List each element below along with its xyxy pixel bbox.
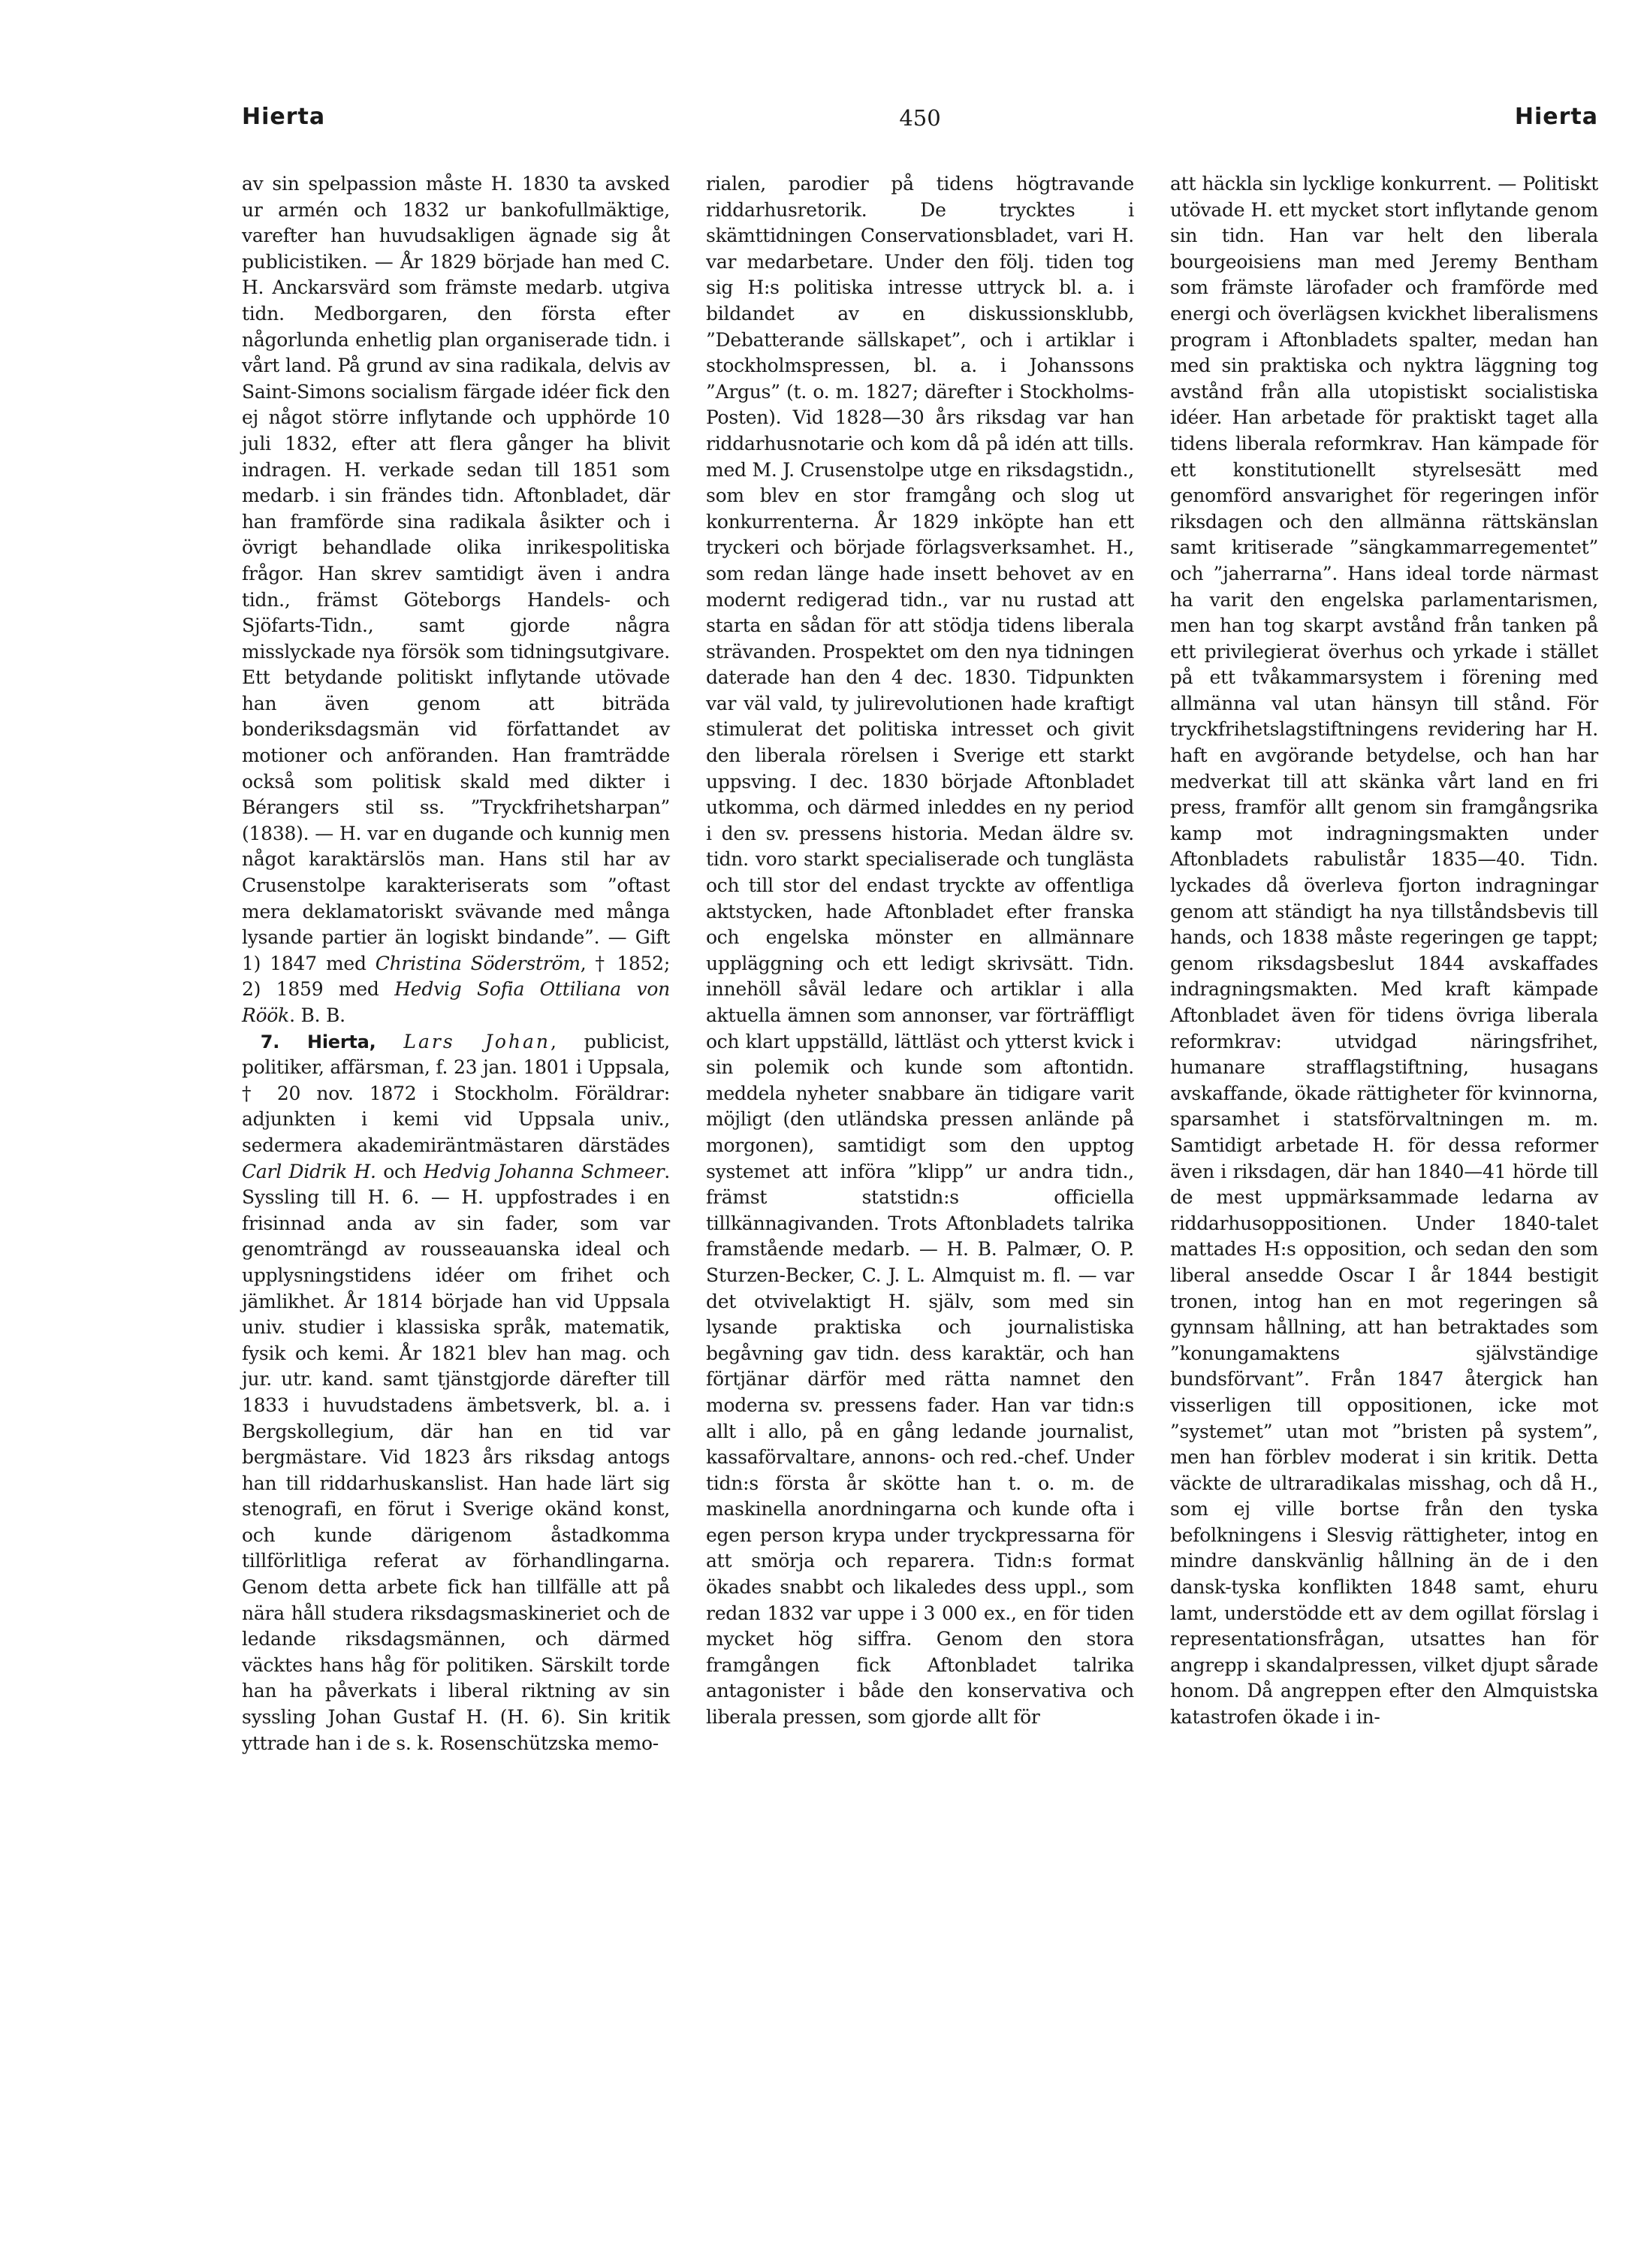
column-3 [1170, 171, 1598, 1731]
header-left-word: Hierta [242, 104, 326, 130]
paragraph-body: att häckla sin lycklige konkurrent. — Politiskt utövade H. ett mycket stort inflytande genom sin tidn. Han var helt den liberala bourgeoisiens man med Jeremy Bentham som främste lärofader och framförde med energi och överlägsen kvickhet liberalismens program i Aftonbladets spalter, medan han med sin praktiska och nyktra läggning tog avstånd från alla utopistiskt socialistiska idéer. Han arbetade för praktiskt taget alla tidens liberala reformkrav. Han kämpade för ett konstitutionellt styrelsesätt med genomförd ansvarighet för regeringen inför riksdagen och den allmänna rättskänslan samt kritiserade ”sängkammarregementet” och ”jaherrarna”. Hans ideal torde närmast ha varit den engelska parlamentarismen, men han tog skarpt avstånd från tanken på ett privilegierat överhus och yrkade i stället på ett tvåkammarsystem i förening med allmänna val utan hänsyn till stånd. För tryckfrihetslagstiftningens revidering har H. haft en avgörande betydelse, och han har medverkat till att skänka vårt land en fri press, framför allt genom sin framgångsrika kamp mot indragningsmakten under Aftonbladets rabulistår 1835—40. Tidn. lyckades då överleva fjorton indragningar genom att ständigt ha nya tillståndsbevis till hands, och 1838 måste regeringen ge tappt; genom riksdagsbeslut 1844 avskaffades indragningsmakten. Med kraft kämpade Aftonbladet även för tidens övriga liberala reformkrav: utvidgad näringsfrihet, humanare strafflagstiftning, husagans avskaffande, ökade rättigheter för kvinnorna, sparsamhet i statsförvaltningen m. m. Samtidigt arbetade H. för dessa reformer även i riksdagen, där han 1840—41 hörde till de mest uppmärksammade ledarna av riddarhusoppositionen. Under 1840-talet mattades H:s opposition, och sedan den som liberal ansedde Oscar I år 1844 bestigit tronen, intog han en mot regeringen så gynnsam hållning, att han betraktades som ”konungamaktens självständige bundsförvant”. Från 1847 återgick han visserligen till oppositionen, icke mot ”systemet” utan mot ”bristen på system”, men han förblev moderat i sin kritik. Detta väckte de ultraradikalas misshag, och då H., som ej ville bortse från den tyska befolkningens i Slesvig rättigheter, intog en mindre danskvänlig hållning än de i den dansk-tyska konflikten 1848 samt, ehuru lamt, understödde ett av dem ogillat förslag i representationsfrågan, utsattes han för angrepp i skandalpressen, vilket djupt sårade honom. Då angreppen efter den Almquistska katastrofen ökade i in- [1170, 173, 1598, 1729]
entry-number: 7. [260, 1031, 280, 1052]
entry-given-name: Lars Johan [403, 1030, 551, 1052]
header-right-word: Hierta [1514, 104, 1598, 130]
text-run: av sin spelpassion måste H. 1830 ta avsked ur armén och 1832 ur bankofullmäktige, varefter han huvudsakligen ägnade sig åt publicistiken. — År 1829 började han med C. H. Anckarsvärd som främste medarb. utgiva tidn. Medborgaren, den första efter någorlunda enhetlig plan organiserade tidn. i vårt land. På grund av sina radikala, delvis av Saint-Simons socialism färgade idéer fick den ej något större inflytande och upphörde 10 juli 1832, efter att flera gånger ha blivit indragen. H. verkade sedan till 1851 som medarb. i sin frändes tidn. Aftonbladet, där han framförde sina radikala åsikter och i övrigt behandlade olika inrikespolitiska frågor. Han skrev samtidigt även i andra tidn., främst Göteborgs Handels- och Sjöfarts-Tidn., samt gjorde några misslyckade nya försök som tidningsutgivare. Ett betydande politiskt inflytande utövade han även genom att biträda bonderiksdagsmän vid författandet av motioner och anföranden. Han framträdde också som politisk skald med dikter i Bérangers stil ss. ”Tryckfrihetsharpan” (1838). — H. var en dugande och kunnig men något karaktärslös man. Hans stil har av Crusenstolpe karakteriserats som ”oftast mera deklamatoriskt svävande med många lysande partier än logiskt bindande”. — Gift 1) 1847 med [242, 173, 670, 974]
running-header [242, 104, 1598, 141]
entry-surname: Hierta, [306, 1031, 376, 1052]
text-columns [242, 171, 1598, 2200]
text-run: , publicist, politiker, affärsman, f. 23 jan. 1801 i Uppsala, † 20 nov. 1872 i Stockholm. Föräldrar: adjunkten i kemi vid Uppsala univ., sedermera akademiräntmästaren därstädes [242, 1030, 670, 1156]
column-2 [706, 171, 1134, 1731]
column-1 [242, 171, 670, 1756]
page-number: 450 [899, 105, 941, 131]
spouse-name: Christina Söderström [375, 952, 581, 974]
parent-name: Hedvig Johanna Schmeer [424, 1160, 665, 1182]
text-run: . B. B. [289, 1004, 345, 1026]
text-run: . Syssling till H. 6. — H. uppfostrades i en frisinnad anda av sin fader, som var genomträngd av rousseauanska ideal och upplysningstidens idéer om frihet och jämlikhet. År 1814 började han vid Uppsala univ. studier i klassiska språk, matematik, fysik och kemi. År 1821 blev han mag. och jur. utr. kand. samt tjänstgjorde därefter till 1833 i huvudstadens ämbetsverk, bl. a. i Bergskollegium, där han en tid var bergmästare. Vid 1823 års riksdag antogs han till riddarhuskanslist. Han hade lärt sig stenografi, en förut i Sverige okänd konst, och kunde därigenom åstadkomma tillförlitliga referat av förhandlingarna. Genom detta arbete fick han tillfälle att på nära håll studera riksdagsmaskineriet och de ledande riksdagsmännen, och därmed väcktes hans håg för politiken. Särskilt torde han ha påverkats i liberal riktning av sin syssling Johan Gustaf H. (H. 6). Sin kritik yttrade han i de s. k. Rosenschützska memo- [242, 1160, 670, 1754]
text-run: , † 1852; 2) 1859 med [242, 952, 670, 1001]
spouse-name: Hedvig Sofia Ottiliana von Röök [242, 978, 671, 1026]
entry-paragraph [242, 1029, 670, 1757]
parent-name: Carl Didrik H. [242, 1160, 376, 1182]
paragraph-body: rialen, parodier på tidens högtravande riddarhusretorik. De trycktes i skämttidningen Conservationsbladet, vari H. var medarbetare. Under den följ. tiden tog sig H:s politiska intresse uttryck bl. a. i bildandet av en diskussionsklubb, ”Debatterande sällskapet”, och i artiklar i stockholmspressen, bl. a. i Johanssons ”Argus” (t. o. m. 1827; därefter i Stockholms-Posten). Vid 1828—30 års riksdag var han riddarhusnotarie och kom då på idén att tills. med M. J. Crusenstolpe utge en riksdagstidn., som blev en stor framgång och slog ut konkurrenterna. År 1829 inköpte han ett tryckeri och började förlagsverksamhet. H., som redan länge hade insett behovet av en modernt redigerad tidn., var nu rustad att starta en sådan för att stödja tidens liberala strävanden. Prospektet om den nya tidningen daterade han den 4 dec. 1830. Tidpunkten var väl vald, ty julirevolutionen hade kraftigt stimulerat det politiska intresset och givit den liberala rörelsen i Sverige ett starkt uppsving. I dec. 1830 började Aftonbladet utkomma, och därmed inleddes en ny period i den sv. pressens historia. Medan äldre sv. tidn. voro starkt specialiserade och tunglästa och till stor del endast tryckte av offentliga aktstycken, hade Aftonbladet efter franska och engelska mönster en allmännare uppläggning och ett ledigt skrivsätt. Tidn. innehöll såväl ledare och artiklar i alla aktuella ämnen som annonser, var förträffligt och klart uppställd, lättläst och ytterst kvick i sin polemik och kunde som aftontidn. meddela nyheter snabbare än tidigare varit möjligt (den utländska pressen anlände på morgonen), samtidigt som den upptog systemet att införa ”klipp” ur andra tidn., främst statstidn:s officiella tillkännagivanden. Trots Aftonbladets talrika framstående medarb. — H. B. Palmær, O. P. Sturzen-Becker, C. J. L. Almquist m. fl. — var det otvivelaktigt H. själv, som med sin lysande praktiska och journalistiska begåvning gav tidn. dess karaktär, och han förtjänar därför med rätta namnet den moderna sv. pressens fader. Han var tidn:s allt i allo, på en gång ledande journalist, kassaförvaltare, annons- och red.-chef. Under tidn:s första år skötte han t. o. m. de maskinella anordningarna och kunde ofta i egen person krypa under tryckpressarna för att smörja och reparera. Tidn:s format ökades snabbt och likaledes dess uppl., som redan 1832 var uppe i 3 000 ex., en för tiden mycket hög siffra. Genom den stora framgången fick Aftonbladet talrika antagonister i både den konservativa och liberala pressen, som gjorde allt för [706, 173, 1134, 1729]
text-run: och [383, 1160, 417, 1182]
paragraph-continuation [242, 171, 670, 1029]
